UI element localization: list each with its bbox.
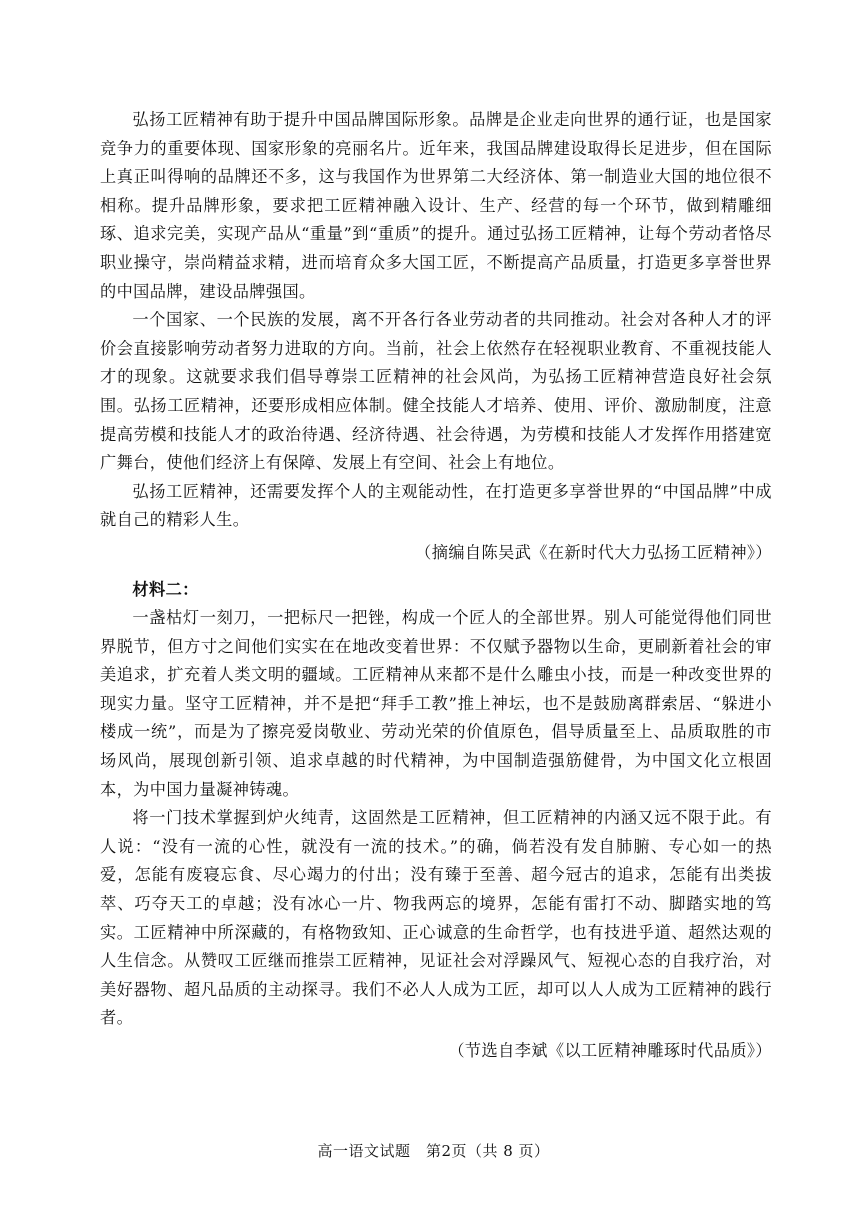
paragraph: 弘扬工匠精神，还需要发挥个人的主观能动性，在打造更多享誉世界的“中国品牌”中成就自己的精彩人生。 [100, 481, 772, 530]
paragraph: 弘扬工匠精神有助于提升中国品牌国际形象。品牌是企业走向世界的通行证，也是国家竞争力的重要体现、国家形象的亮丽名片。近年来，我国品牌建设取得长足进步，但在国际上真正叫得响的品牌还不多，这与我国作为世界第二大经济体、第一制造业大国的地位很不相称。提升品牌形象，要求把工匠精神融入设计、生产、经营的每一个环节，做到精雕细琢、追求完美，实现产品从“重量”到“重质”的提升。通过弘扬工匠精神，让每个劳动者恪尽职业操守，崇尚精益求精，进而培育众多大国工匠，不断提高产品质量，打造更多享誉世界的中国品牌，建设品牌强国。 [100, 110, 772, 301]
paragraph: 将一门技术掌握到炉火纯青，这固然是工匠精神，但工匠精神的内涵又远不限于此。有人说：“没有一流的心性，就没有一流的技术。”的确，倘若没有发自肺腑、专心如一的热爱，怎能有废寝忘食、尽心竭力的付出；没有臻于至善、超今冠古的追求，怎能有出类拔萃、巧夺天工的卓越；没有冰心一片、物我两忘的境界，怎能有雷打不动、脚踏实地的笃实。工匠精神中所深藏的，有格物致知、正心诚意的生命哲学，也有技进乎道、超然达观的人生信念。从赞叹工匠继而推崇工匠精神，见证社会对浮躁风气、短视心态的自我疗治，对美好器物、超凡品质的主动探寻。我们不必人人成为工匠，却可以人人成为工匠精神的践行者。 [100, 808, 772, 1028]
source-citation: （节选自李斌《以工匠精神雕琢时代品质》） [448, 1041, 772, 1060]
document-page [100, 106, 772, 1070]
paragraph: 一盏枯灯一刻刀，一把标尺一把锉，构成一个匠人的全部世界。别人可能觉得他们同世界脱节，但方寸之间他们实实在在地改变着世界：不仅赋予器物以生命，更刷新着社会的审美追求，扩充着人类文明的疆域。工匠精神从来都不是什么雕虫小技，而是一种改变世界的现实力量。坚守工匠精神，并不是把“拜手工教”推上神坛，也不是鼓励离群索居、“躲进小楼成一统”，而是为了擦亮爱岗敬业、劳动光荣的价值原色，倡导质量至上、品质取胜的市场风尚，展现创新引领、追求卓越的时代精神，为中国制造强筋健骨，为中国文化立根固本，为中国力量凝神铸魂。 [100, 608, 772, 799]
source-citation: （摘编自陈吴武《在新时代大力弘扬工匠精神》） [415, 542, 772, 562]
paragraph: 一个国家、一个民族的发展，离不开各行各业劳动者的共同推动。社会对各种人才的评价会直接影响劳动者努力进取的方向。当前，社会上依然存在轻视职业教育、不重视技能人才的现象。这就要求我们倡导尊崇工匠精神的社会风尚，为弘扬工匠精神营造良好社会氛围。弘扬工匠精神，还要形成相应体制。健全技能人才培养、使用、评价、激励制度，注意提高劳模和技能人才的政治待遇、经济待遇、社会待遇，为劳模和技能人才发挥作用搭建宽广舞台，使他们经济上有保障、发展上有空间、社会上有地位。 [100, 310, 772, 473]
section-heading: 材料二： [132, 579, 199, 599]
page-footer: 高一语文试题 第2页（共 8 页） [317, 1142, 550, 1160]
